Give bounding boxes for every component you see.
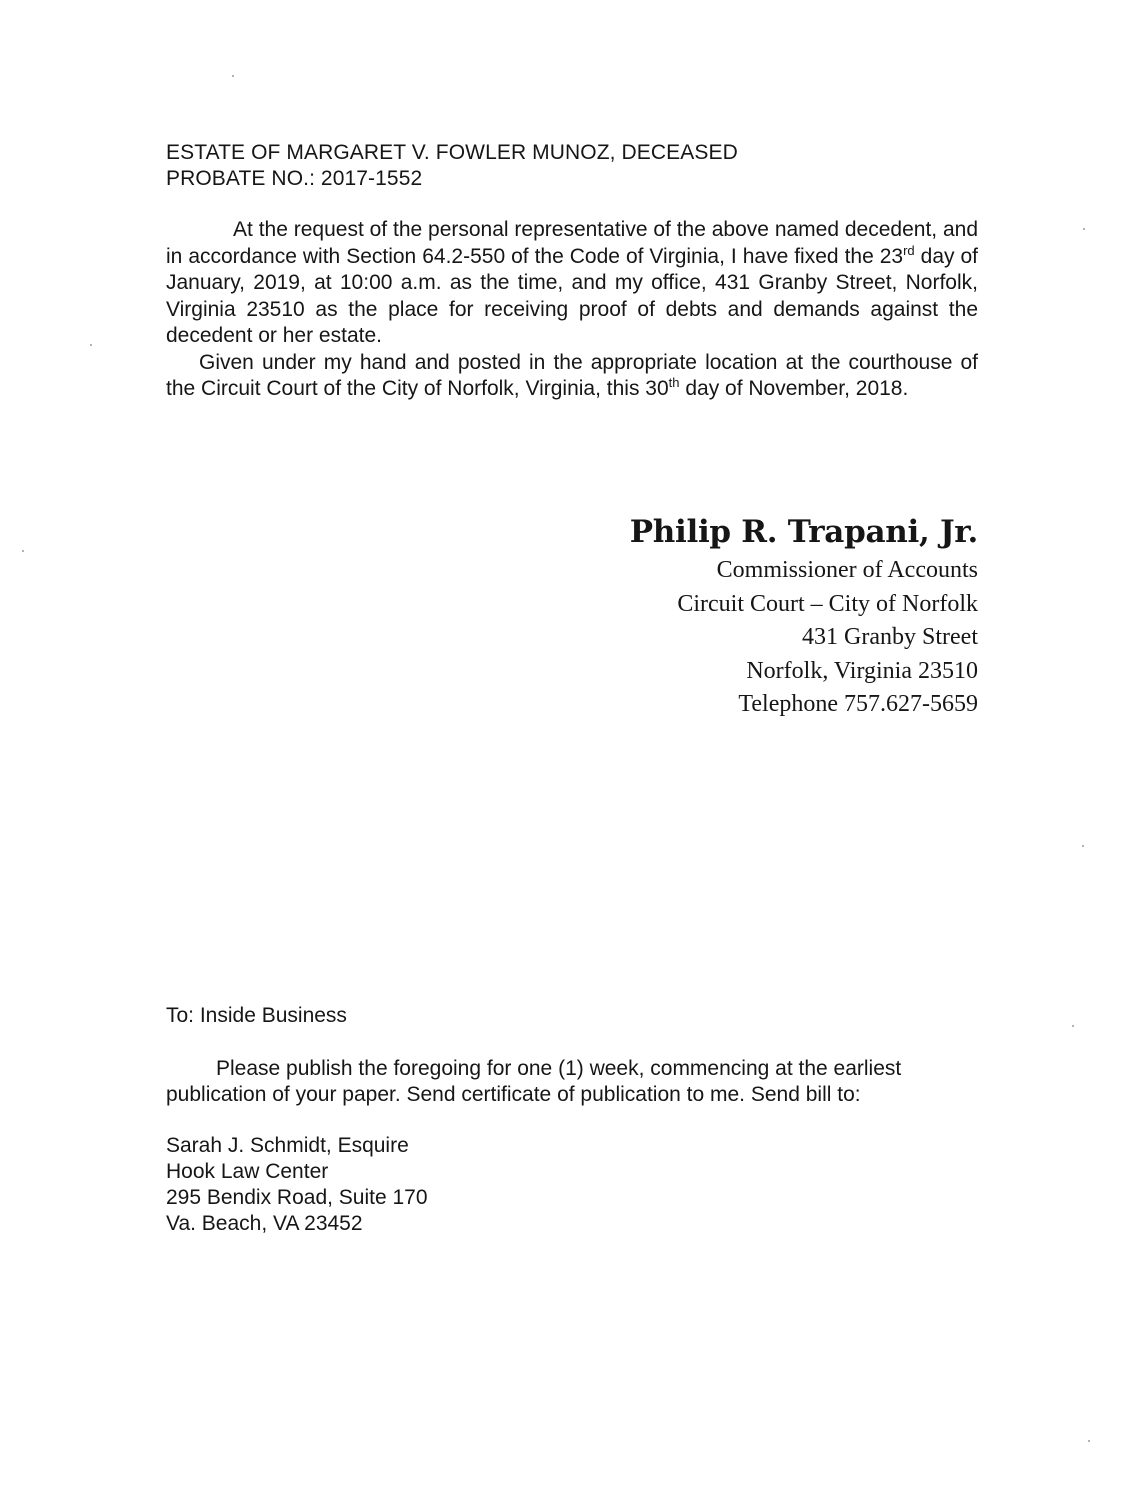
recipient-line: To: Inside Business (166, 1004, 347, 1027)
notice-p2-text-a: Given under my hand and posted in the appropriate location at the courthouse of the Circuit Court of the City of Norfolk, Virginia, this 30 (166, 350, 978, 400)
notice-body (166, 217, 978, 403)
billing-city: Va. Beach, VA 23452 (166, 1212, 363, 1235)
signer-city: Norfolk, Virginia 23510 (746, 657, 978, 684)
ordinal-suffix-rd: rd (903, 242, 915, 258)
ordinal-suffix-th: th (668, 375, 680, 390)
signer-title: Commissioner of Accounts (716, 557, 978, 583)
scan-speck (1088, 1440, 1090, 1442)
notice-paragraph-1 (166, 217, 978, 350)
billing-firm: Hook Law Center (166, 1160, 329, 1183)
scan-speck (1082, 845, 1084, 847)
probate-number: PROBATE NO.: 2017-1552 (166, 167, 423, 190)
billing-street: 295 Bendix Road, Suite 170 (166, 1186, 428, 1209)
scan-speck (22, 550, 24, 552)
notice-p2-text-b: day of November, 2018. (679, 377, 909, 400)
scan-speck (1072, 1025, 1074, 1027)
notice-paragraph-2 (166, 350, 978, 403)
notice-p1-text-b: day of January, 2019, at 10:00 a.m. as the time, and my office, 431 Granby Street, Norfolk, Virginia 23510 as the place for receiving proof of debts and demands against the decedent or her estate. (166, 244, 978, 347)
notice-p1-text-a: At the request of the personal representative of the above named decedent, and in accordance with Section 64.2-550 of the Code of Virginia, I have fixed the 23 (166, 218, 978, 268)
signer-court: Circuit Court – City of Norfolk (677, 590, 978, 617)
billing-address (166, 1133, 428, 1237)
signer-phone: Telephone 757.627-5659 (738, 691, 978, 717)
estate-title: ESTATE OF MARGARET V. FOWLER MUNOZ, DECEASED (166, 141, 738, 164)
scan-speck (90, 344, 92, 346)
scan-speck (1083, 228, 1085, 230)
case-caption (166, 140, 738, 192)
signer-name: Philip R. Trapani, Jr. (629, 514, 978, 550)
publication-instructions (166, 1056, 966, 1108)
instructions-text: Please publish the foregoing for one (1) week, commencing at the earliest publication of your paper. Send certificate of publication to me. Send bill to: (166, 1057, 902, 1106)
billing-name: Sarah J. Schmidt, Esquire (166, 1134, 409, 1157)
signer-street: 431 Granby Street (802, 624, 978, 650)
signature-block (630, 510, 978, 722)
scan-speck (232, 75, 234, 77)
